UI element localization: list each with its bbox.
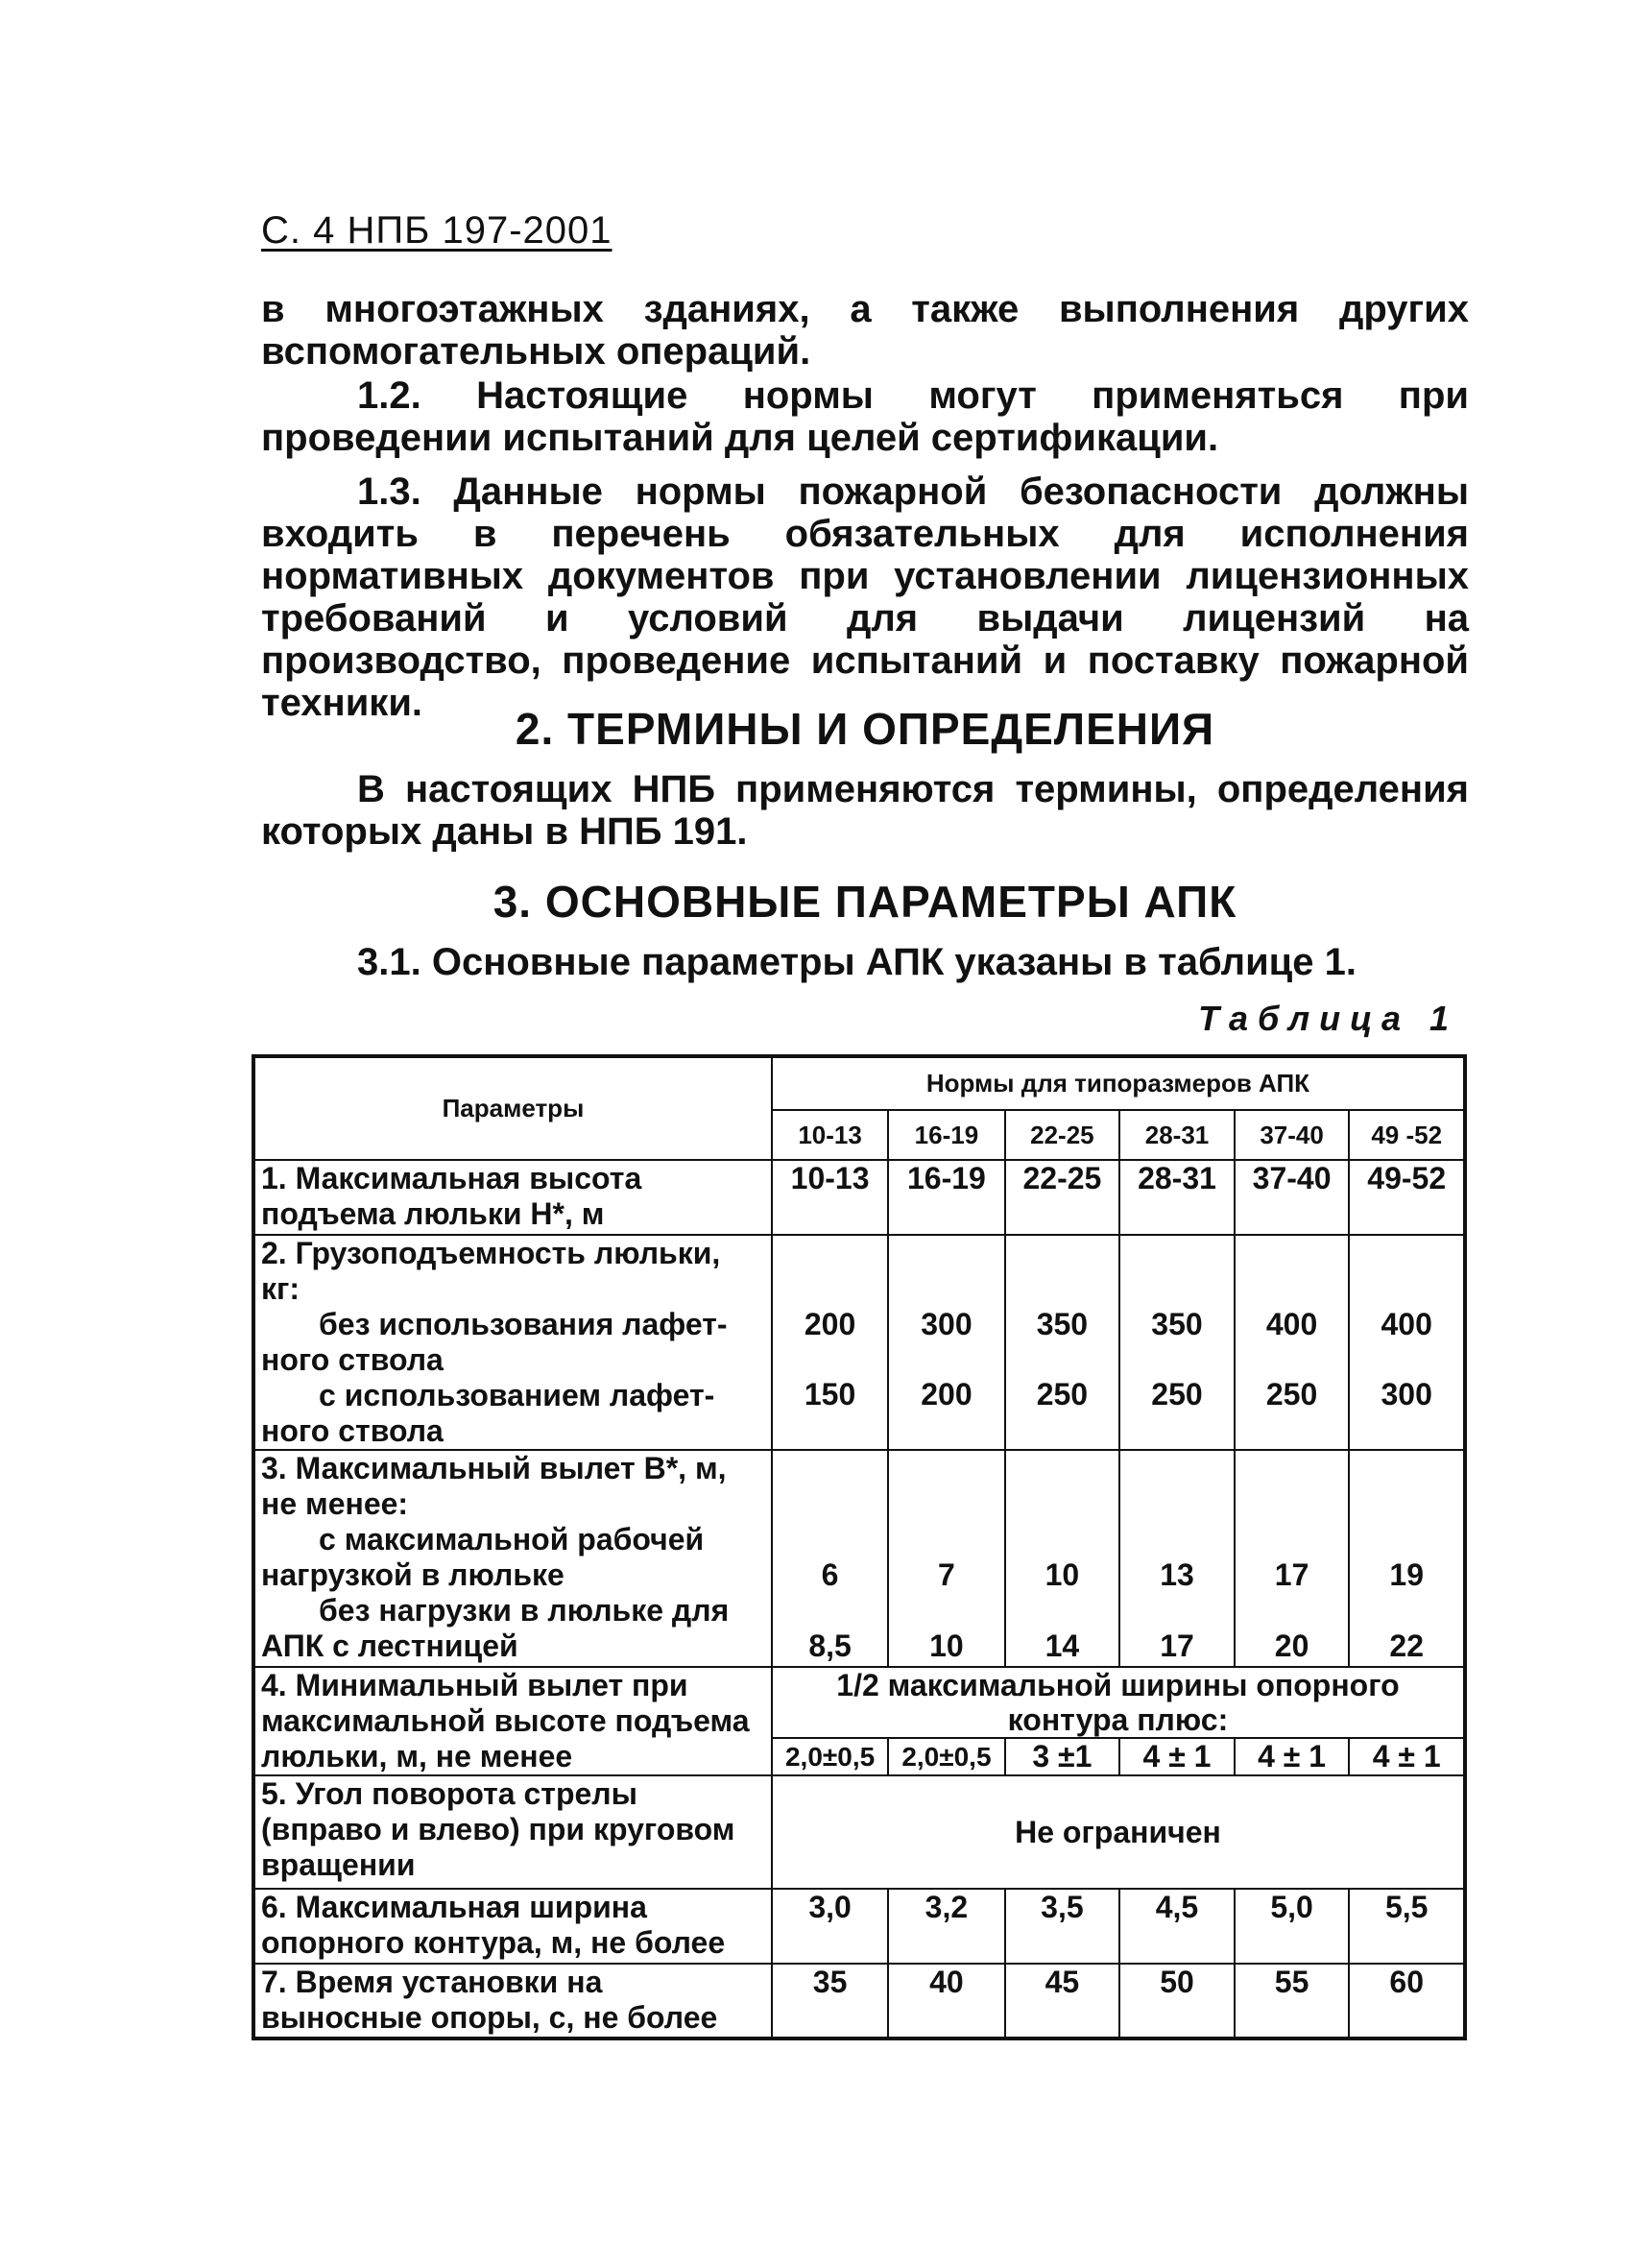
row-label-line: нагрузкой в люльке xyxy=(261,1557,564,1592)
table-cell xyxy=(1235,1450,1350,1667)
size-header: 22-25 xyxy=(1005,1110,1120,1160)
row-label xyxy=(253,1450,772,1667)
table-cell: 60 xyxy=(1349,1964,1465,2039)
table-row xyxy=(253,1667,1465,1738)
table-cell xyxy=(888,1235,1004,1450)
table-cell xyxy=(1349,1235,1465,1450)
row-label-line: 3. Максимальный вылет В*, м, xyxy=(261,1451,727,1485)
table-cell: 3,5 xyxy=(1005,1889,1120,1964)
row-label-line: люльки, м, не менее xyxy=(261,1739,573,1773)
table-row xyxy=(253,1889,1465,1964)
section-2-title: 2. ТЕРМИНЫ И ОПРЕДЕЛЕНИЯ xyxy=(515,704,1215,754)
size-header: 49 -52 xyxy=(1349,1110,1465,1160)
row-label: 6. Максимальная ширина опорного контура, м, не более xyxy=(253,1889,772,1964)
cell-value: 19 xyxy=(1389,1557,1424,1592)
row-label-line: ного ствола xyxy=(261,1342,444,1377)
table-cell: 2,0±0,5 xyxy=(888,1738,1004,1775)
paragraph-1-2: 1.2. Настоящие нормы могут применяться при проведении испытаний для целей сертификации. xyxy=(261,374,1469,459)
table-cell: 40 xyxy=(888,1964,1004,2039)
cell-value: 17 xyxy=(1160,1629,1194,1663)
cell-value: 250 xyxy=(1036,1377,1089,1411)
row-label-line: 2. Грузоподъемность люльки, кг: xyxy=(261,1236,721,1306)
row-label-line: без использования лафет- xyxy=(319,1307,728,1341)
table-cell xyxy=(888,1450,1004,1667)
cell-value: 8,5 xyxy=(808,1629,852,1663)
table-row xyxy=(253,1160,1465,1235)
table-cell xyxy=(772,1235,888,1450)
row-label-line: с использованием лафет- xyxy=(319,1378,715,1412)
table-cell: 37-40 xyxy=(1235,1160,1350,1235)
page-header: С. 4 НПБ 197-2001 xyxy=(261,209,612,252)
row-label: 7. Время установки на выносные опоры, с, не более xyxy=(253,1964,772,2039)
row-label-line: без нагрузки в люльке для xyxy=(319,1593,730,1628)
table-cell: 5,0 xyxy=(1235,1889,1350,1964)
paragraph-continuation: в многоэтажных зданиях, а также выполнения других вспомогательных операций. xyxy=(261,288,1469,373)
table-row xyxy=(253,1775,1465,1889)
table-cell: 3,2 xyxy=(888,1889,1004,1964)
row-label xyxy=(253,1235,772,1450)
table-cell: 3 ±1 xyxy=(1005,1738,1120,1775)
table-cell xyxy=(1235,1235,1350,1450)
table-cell: 22-25 xyxy=(1005,1160,1120,1235)
cell-value: 10 xyxy=(1045,1557,1080,1592)
row-label-line: ного ствола xyxy=(261,1413,444,1448)
cell-value: 13 xyxy=(1160,1557,1194,1592)
merged-cell: 1/2 максимальной ширины опорного контура плюс: xyxy=(772,1667,1465,1738)
size-header: 10-13 xyxy=(772,1110,888,1160)
size-header: 16-19 xyxy=(888,1110,1004,1160)
table-cell: 28-31 xyxy=(1119,1160,1235,1235)
table-row xyxy=(253,1450,1465,1667)
table-cell xyxy=(1005,1450,1120,1667)
cell-value: 350 xyxy=(1151,1307,1203,1341)
cell-value: 20 xyxy=(1274,1629,1309,1663)
cell-value: 7 xyxy=(938,1557,955,1592)
size-header: 28-31 xyxy=(1119,1110,1235,1160)
cell-value: 400 xyxy=(1265,1307,1318,1341)
section-3-text: 3.1. Основные параметры АПК указаны в таблице 1. xyxy=(357,941,1357,983)
cell-value: 200 xyxy=(921,1377,973,1411)
row-label-line: не менее: xyxy=(261,1486,409,1521)
row-label-line: максимальной высоте подъема xyxy=(261,1703,750,1738)
table-cell: 2,0±0,5 xyxy=(772,1738,888,1775)
table-cell: 4 ± 1 xyxy=(1235,1738,1350,1775)
section-3-title: 3. ОСНОВНЫЕ ПАРАМЕТРЫ АПК xyxy=(492,877,1237,927)
cell-value: 250 xyxy=(1265,1377,1318,1411)
section-2-text: В настоящих НПБ применяются термины, определения которых даны в НПБ 191. xyxy=(261,768,1469,853)
table-row xyxy=(253,1235,1465,1450)
table-cell xyxy=(1349,1450,1465,1667)
cell-value: 6 xyxy=(821,1557,839,1592)
row-label-line: АПК с лестницей xyxy=(261,1629,518,1663)
table-cell: 49-52 xyxy=(1349,1160,1465,1235)
table-cell xyxy=(1119,1235,1235,1450)
paragraph-1-3: 1.3. Данные нормы пожарной безопасности должны входить в перечень обязательных для исполнения нормативных документов при установлении лицензионных требований и условий для выдачи лицензий на производство, проведение испытаний и поставку пожарной техники. xyxy=(261,470,1469,724)
row-label: 5. Угол поворота стрелы (вправо и влево) при круговом вращении xyxy=(253,1775,772,1889)
table-cell: 10-13 xyxy=(772,1160,888,1235)
table-cell: 16-19 xyxy=(888,1160,1004,1235)
merged-cell: Не ограничен xyxy=(772,1775,1465,1889)
table-cell: 45 xyxy=(1005,1964,1120,2039)
table-cell: 4 ± 1 xyxy=(1349,1738,1465,1775)
cell-value: 150 xyxy=(804,1377,856,1411)
table-cell: 50 xyxy=(1119,1964,1235,2039)
cell-value: 17 xyxy=(1274,1557,1309,1592)
table-cell: 4,5 xyxy=(1119,1889,1235,1964)
row-label xyxy=(253,1667,772,1775)
cell-value: 200 xyxy=(804,1307,856,1341)
cell-value: 10 xyxy=(929,1629,964,1663)
table-row xyxy=(253,1964,1465,2039)
table-cell: 4 ± 1 xyxy=(1119,1738,1235,1775)
cell-value: 250 xyxy=(1151,1377,1203,1411)
parameters-table xyxy=(252,1054,1467,2040)
size-header: 37-40 xyxy=(1235,1110,1350,1160)
column-header-parameters: Параметры xyxy=(253,1056,772,1160)
cell-value: 400 xyxy=(1381,1307,1432,1341)
cell-value: 14 xyxy=(1045,1629,1080,1663)
table-cell xyxy=(1005,1235,1120,1450)
table-cell: 3,0 xyxy=(772,1889,888,1964)
table-cell: 55 xyxy=(1235,1964,1350,2039)
cell-value: 350 xyxy=(1036,1307,1089,1341)
cell-value: 300 xyxy=(921,1307,973,1341)
table-caption: Таблица 1 xyxy=(1197,999,1458,1038)
column-group-header: Нормы для типоразмеров АПК xyxy=(772,1056,1465,1110)
table-cell xyxy=(772,1450,888,1667)
row-label: 1. Максимальная высота подъема люльки Н*, м xyxy=(253,1160,772,1235)
table-cell xyxy=(1119,1450,1235,1667)
row-label-line: с максимальной рабочей xyxy=(319,1522,705,1556)
cell-value: 300 xyxy=(1381,1377,1432,1411)
table-cell: 35 xyxy=(772,1964,888,2039)
cell-value: 22 xyxy=(1389,1629,1424,1663)
table-cell: 5,5 xyxy=(1349,1889,1465,1964)
row-label-line: 4. Минимальный вылет при xyxy=(261,1668,688,1702)
